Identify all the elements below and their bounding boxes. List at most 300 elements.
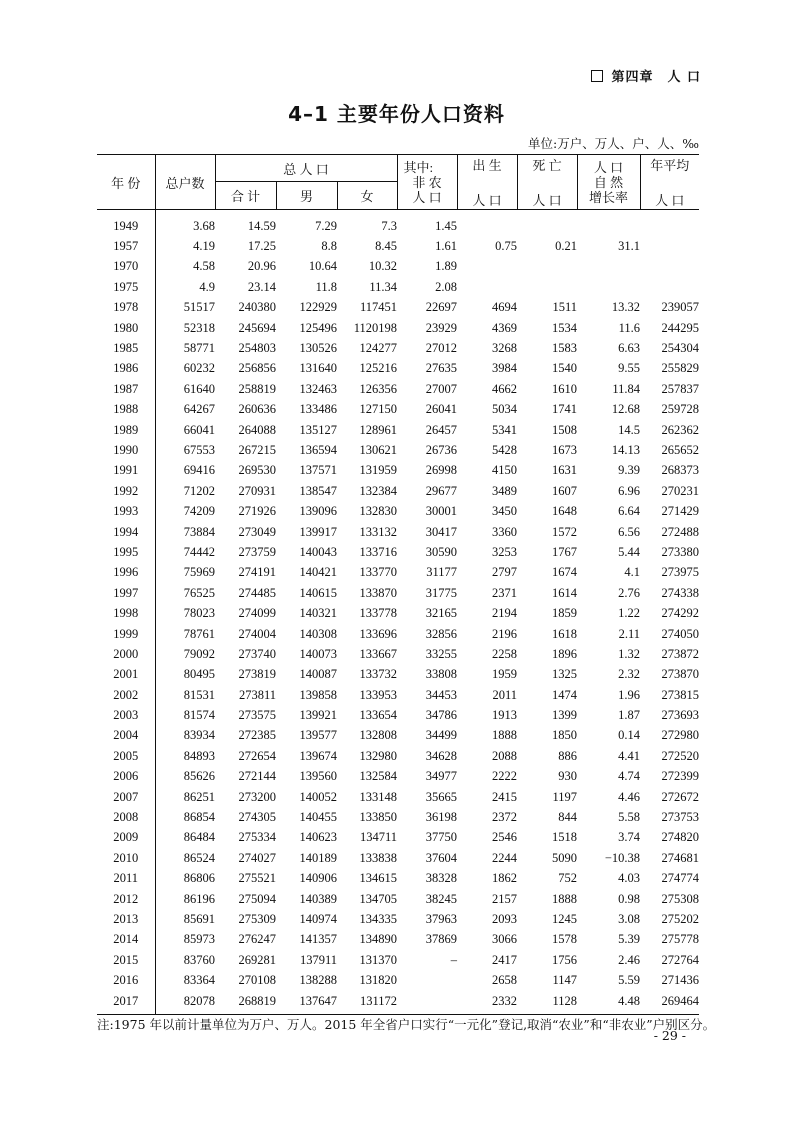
table-cell: 131640 bbox=[299, 361, 337, 376]
table-cell: 6.63 bbox=[618, 341, 640, 356]
table-cell: 3489 bbox=[492, 483, 517, 498]
table-cell: 259728 bbox=[661, 402, 699, 417]
table-cell: 273975 bbox=[661, 565, 699, 580]
table-cell: 86524 bbox=[155, 848, 215, 868]
table-cell: 84893 bbox=[155, 746, 215, 766]
table-cell: 273693 bbox=[661, 708, 699, 723]
row-year: 2017 bbox=[97, 991, 155, 1015]
row-year: 1992 bbox=[113, 483, 139, 498]
table-cell: 752 bbox=[558, 871, 577, 886]
table-cell: 240380 bbox=[238, 300, 276, 315]
header-death bbox=[517, 155, 577, 210]
table-cell: 1197 bbox=[552, 789, 577, 804]
table-cell: 268819 bbox=[215, 991, 276, 1015]
table-cell: 0.14 bbox=[618, 728, 640, 743]
table-cell: 1648 bbox=[552, 504, 577, 519]
table-cell: 274004 bbox=[238, 626, 276, 641]
page-number: - 29 - bbox=[653, 1028, 686, 1043]
table-cell: 274681 bbox=[661, 850, 699, 865]
table-cell: 30590 bbox=[425, 544, 457, 559]
table-cell: 273870 bbox=[661, 667, 699, 682]
table-cell: 10.32 bbox=[368, 259, 397, 274]
table-cell: 140189 bbox=[299, 850, 337, 865]
footnote: 注:1975 年以前计量单位为万户、万人。2015 年全省户口实行“一元化”登记,取消“农业”和“非农业”户别区分。 bbox=[97, 1017, 716, 1032]
table-cell: 26998 bbox=[425, 463, 457, 478]
table-cell: 30001 bbox=[425, 504, 457, 519]
table-cell: 137911 bbox=[299, 952, 337, 967]
table-cell: 273811 bbox=[238, 687, 276, 702]
table-cell: 2371 bbox=[492, 585, 517, 600]
table-cell: 1583 bbox=[552, 341, 577, 356]
table-cell: 85691 bbox=[155, 909, 215, 929]
table-cell: 34786 bbox=[425, 708, 457, 723]
table-cell: 275334 bbox=[238, 830, 276, 845]
table-cell: 131820 bbox=[359, 973, 397, 988]
table-cell: 3.74 bbox=[618, 830, 640, 845]
table-cell: 61640 bbox=[155, 379, 215, 399]
table-cell: 11.8 bbox=[315, 279, 337, 294]
table-cell: 1399 bbox=[552, 708, 577, 723]
table-cell: 269281 bbox=[238, 952, 276, 967]
table-cell: 269530 bbox=[238, 463, 276, 478]
table-cell: 138288 bbox=[299, 973, 337, 988]
table-cell: 2194 bbox=[492, 606, 517, 621]
page-title: 4–1 主要年份人口资料 bbox=[288, 102, 505, 126]
table-cell: 132808 bbox=[359, 728, 397, 743]
table-row bbox=[97, 277, 699, 297]
table-cell: 3268 bbox=[492, 341, 517, 356]
table-cell: 140389 bbox=[299, 891, 337, 906]
table-cell: 133770 bbox=[359, 565, 397, 580]
table-row bbox=[97, 889, 699, 909]
table-cell: 130526 bbox=[299, 341, 337, 356]
table-cell: 34977 bbox=[425, 769, 457, 784]
table-cell: 117451 bbox=[359, 300, 397, 315]
table-cell: 139560 bbox=[299, 769, 337, 784]
table-cell: 274099 bbox=[238, 606, 276, 621]
table-cell: 17.25 bbox=[247, 239, 276, 254]
table-cell: 79092 bbox=[155, 644, 215, 664]
table-cell: 140308 bbox=[299, 626, 337, 641]
table-cell: 14.13 bbox=[611, 442, 640, 457]
table-cell: 271436 bbox=[661, 973, 699, 988]
table-row bbox=[97, 705, 699, 725]
table-row bbox=[97, 318, 699, 338]
table-cell: 4.48 bbox=[577, 991, 640, 1015]
table-cell: 3.68 bbox=[155, 210, 215, 237]
table-cell: 4662 bbox=[492, 381, 517, 396]
table-cell: 273753 bbox=[661, 810, 699, 825]
table-cell: 31.1 bbox=[618, 239, 640, 254]
table-cell: 273049 bbox=[238, 524, 276, 539]
table-cell: 133132 bbox=[359, 524, 397, 539]
table-cell: 1.96 bbox=[618, 687, 640, 702]
table-cell: 133654 bbox=[359, 708, 397, 723]
table-cell: 13.32 bbox=[611, 300, 640, 315]
table-cell bbox=[397, 970, 457, 990]
table-row bbox=[97, 930, 699, 950]
table-cell: 2011 bbox=[492, 687, 517, 702]
table-cell: 1913 bbox=[492, 708, 517, 723]
table-cell: 2.76 bbox=[618, 585, 640, 600]
table-cell: 273575 bbox=[238, 708, 276, 723]
table-row bbox=[97, 257, 699, 277]
table-cell: 128961 bbox=[359, 422, 397, 437]
table-row bbox=[97, 583, 699, 603]
table-cell: 83934 bbox=[155, 726, 215, 746]
table-cell: 64267 bbox=[155, 400, 215, 420]
table-cell: 264088 bbox=[238, 422, 276, 437]
table-cell: 12.68 bbox=[611, 402, 640, 417]
table-cell: 76525 bbox=[155, 583, 215, 603]
row-year: 2011 bbox=[113, 871, 139, 886]
table-cell bbox=[640, 236, 699, 256]
table-cell: 272672 bbox=[661, 789, 699, 804]
table-cell: 27635 bbox=[425, 361, 457, 376]
table-cell: 1888 bbox=[552, 891, 577, 906]
table-cell: 140974 bbox=[299, 911, 337, 926]
table-cell: 272144 bbox=[238, 769, 276, 784]
row-year: 2013 bbox=[113, 911, 139, 926]
table-cell: 267215 bbox=[238, 442, 276, 457]
table-cell: 2372 bbox=[492, 810, 517, 825]
table-cell: 1888 bbox=[492, 728, 517, 743]
table-cell bbox=[640, 277, 699, 297]
table-cell: 256856 bbox=[238, 361, 276, 376]
table-cell: 133850 bbox=[359, 810, 397, 825]
table-cell: 2222 bbox=[492, 769, 517, 784]
table-cell: 86251 bbox=[155, 787, 215, 807]
table-cell: 257837 bbox=[661, 381, 699, 396]
table-cell: 14.5 bbox=[618, 422, 640, 437]
table-cell: 139577 bbox=[299, 728, 337, 743]
table-cell: 74209 bbox=[155, 501, 215, 521]
table-row bbox=[97, 807, 699, 827]
table-cell: 37869 bbox=[425, 932, 457, 947]
table-cell: 268373 bbox=[661, 463, 699, 478]
table-cell: 274292 bbox=[661, 606, 699, 621]
table-cell: 3.08 bbox=[618, 911, 640, 926]
table-cell: 30417 bbox=[425, 524, 457, 539]
table-cell: 1.22 bbox=[618, 606, 640, 621]
table-cell: 11.84 bbox=[612, 381, 640, 396]
table-cell: 254803 bbox=[238, 341, 276, 356]
table-cell: 133870 bbox=[359, 585, 397, 600]
table-cell: 1.89 bbox=[435, 259, 457, 274]
table-cell bbox=[577, 257, 640, 277]
table-cell: 1578 bbox=[552, 932, 577, 947]
table-cell: 52318 bbox=[155, 318, 215, 338]
header-male: 男 bbox=[276, 182, 337, 210]
table-cell: 272980 bbox=[661, 728, 699, 743]
table-cell bbox=[640, 210, 699, 237]
table-cell: 133667 bbox=[359, 646, 397, 661]
table-cell: 37963 bbox=[425, 911, 457, 926]
table-cell: 270108 bbox=[238, 973, 276, 988]
table-cell: 37604 bbox=[425, 850, 457, 865]
table-row bbox=[97, 848, 699, 868]
table-cell: 139921 bbox=[299, 708, 337, 723]
table-cell: 254304 bbox=[661, 341, 699, 356]
table-cell: 37750 bbox=[425, 830, 457, 845]
table-cell: 273380 bbox=[661, 544, 699, 559]
table-cell: 273200 bbox=[238, 789, 276, 804]
table-cell: 75969 bbox=[155, 563, 215, 583]
row-year: 1978 bbox=[113, 300, 139, 315]
table-cell: 86196 bbox=[155, 889, 215, 909]
table-cell: 20.96 bbox=[247, 259, 276, 274]
row-year: 1975 bbox=[113, 279, 139, 294]
table-cell: 10.64 bbox=[308, 259, 337, 274]
table-cell: 272488 bbox=[661, 524, 699, 539]
table-cell: 274305 bbox=[238, 810, 276, 825]
table-cell: 1862 bbox=[492, 871, 517, 886]
table-cell bbox=[517, 277, 577, 297]
row-year: 2016 bbox=[113, 973, 139, 988]
table-cell: 5034 bbox=[492, 402, 517, 417]
table-cell: 1767 bbox=[552, 544, 577, 559]
table-cell bbox=[457, 277, 517, 297]
table-cell: 272764 bbox=[661, 952, 699, 967]
table-cell: 133778 bbox=[359, 606, 397, 621]
unit-label: 单位:万户、万人、户、人、‰ bbox=[528, 136, 699, 151]
table-cell: 134711 bbox=[359, 830, 397, 845]
table-cell: 133732 bbox=[359, 667, 397, 682]
table-cell: 2.46 bbox=[618, 952, 640, 967]
table-cell: 29677 bbox=[425, 483, 457, 498]
table-row bbox=[97, 359, 699, 379]
table-row bbox=[97, 522, 699, 542]
table-cell: 140052 bbox=[299, 789, 337, 804]
table-row bbox=[97, 665, 699, 685]
table-cell: 139674 bbox=[299, 748, 337, 763]
table-cell: 886 bbox=[558, 748, 577, 763]
table-cell: 35665 bbox=[425, 789, 457, 804]
table-cell: 134335 bbox=[359, 911, 397, 926]
row-year: 1991 bbox=[113, 463, 139, 478]
table-cell: 6.96 bbox=[618, 483, 640, 498]
table-cell: 11.6 bbox=[618, 320, 640, 335]
table-cell: 1.32 bbox=[618, 646, 640, 661]
table-cell bbox=[577, 210, 640, 237]
table-cell: 275094 bbox=[238, 891, 276, 906]
row-year: 1987 bbox=[113, 381, 139, 396]
table-cell: 1518 bbox=[552, 830, 577, 845]
table-cell: 271429 bbox=[661, 504, 699, 519]
row-year: 2000 bbox=[113, 646, 139, 661]
table-row bbox=[97, 644, 699, 664]
table-cell: 5090 bbox=[552, 850, 577, 865]
row-year: 1998 bbox=[113, 606, 139, 621]
chapter-label: 第四章 人 口 bbox=[611, 70, 701, 85]
table-cell: 83364 bbox=[155, 970, 215, 990]
table-cell: 136594 bbox=[299, 442, 337, 457]
table-cell: 133486 bbox=[299, 402, 337, 417]
row-year: 1970 bbox=[113, 259, 139, 274]
table-cell: 2093 bbox=[492, 911, 517, 926]
table-cell: 4.46 bbox=[618, 789, 640, 804]
table-cell: 134615 bbox=[359, 871, 397, 886]
table-cell: 125496 bbox=[299, 320, 337, 335]
table-cell: 271926 bbox=[238, 504, 276, 519]
table-cell: 2.32 bbox=[618, 667, 640, 682]
row-year: 2009 bbox=[113, 830, 139, 845]
row-year: 1993 bbox=[113, 504, 139, 519]
table-cell: 66041 bbox=[155, 420, 215, 440]
table-cell: 26041 bbox=[425, 402, 457, 417]
header-nonagri-line1: 其中: bbox=[403, 159, 434, 175]
table-cell: 131172 bbox=[337, 991, 397, 1015]
row-year: 1980 bbox=[113, 320, 139, 335]
table-cell: – bbox=[450, 952, 457, 967]
table-cell: 1325 bbox=[552, 667, 577, 682]
row-year: 1986 bbox=[113, 361, 139, 376]
table-cell: 131959 bbox=[359, 463, 397, 478]
table-row bbox=[97, 481, 699, 501]
table-cell: 1.87 bbox=[618, 708, 640, 723]
table-cell: 1614 bbox=[552, 585, 577, 600]
table-cell: 133838 bbox=[359, 850, 397, 865]
table-cell: 27012 bbox=[425, 341, 457, 356]
table-cell: 31775 bbox=[425, 585, 457, 600]
table-cell: 81574 bbox=[155, 705, 215, 725]
table-cell: 131370 bbox=[359, 952, 397, 967]
table-cell: 2258 bbox=[492, 646, 517, 661]
table-cell: 133148 bbox=[359, 789, 397, 804]
table-cell: 60232 bbox=[155, 359, 215, 379]
table-cell: 140321 bbox=[299, 606, 337, 621]
table-cell: 1572 bbox=[552, 524, 577, 539]
table-cell: 140615 bbox=[299, 585, 337, 600]
table-cell: 1120198 bbox=[353, 320, 397, 335]
row-year: 1997 bbox=[113, 585, 139, 600]
table-cell: 36198 bbox=[425, 810, 457, 825]
table-cell: 8.8 bbox=[321, 239, 337, 254]
header-year: 年 份 bbox=[97, 155, 155, 210]
table-cell: 930 bbox=[558, 769, 577, 784]
table-cell: 273740 bbox=[238, 646, 276, 661]
table-cell: 86854 bbox=[155, 807, 215, 827]
header-total-population: 总 人 口 bbox=[215, 155, 397, 182]
table-row bbox=[97, 420, 699, 440]
table-cell: 5.39 bbox=[618, 932, 640, 947]
table-cell: 9.55 bbox=[618, 361, 640, 376]
table-cell: 6.56 bbox=[618, 524, 640, 539]
table-cell: 135127 bbox=[299, 422, 337, 437]
row-year: 2014 bbox=[113, 932, 139, 947]
table-cell: 0.21 bbox=[555, 239, 577, 254]
table-cell: 1756 bbox=[552, 952, 577, 967]
table-cell: 140073 bbox=[299, 646, 337, 661]
table-row bbox=[97, 828, 699, 848]
table-row bbox=[97, 726, 699, 746]
table-cell: 3450 bbox=[492, 504, 517, 519]
table-cell: 1.61 bbox=[435, 239, 457, 254]
table-cell: 239057 bbox=[661, 300, 699, 315]
table-cell: 5341 bbox=[492, 422, 517, 437]
table-cell: 141357 bbox=[299, 932, 337, 947]
table-cell: 85973 bbox=[155, 930, 215, 950]
table-cell: 133716 bbox=[359, 544, 397, 559]
table-cell: 5.59 bbox=[618, 973, 640, 988]
table-cell bbox=[457, 257, 517, 277]
table-cell: 244295 bbox=[661, 320, 699, 335]
table-cell: 26736 bbox=[425, 442, 457, 457]
table-cell: 132584 bbox=[359, 769, 397, 784]
header-birth-line1: 出 生 bbox=[472, 158, 502, 173]
table-cell: 83760 bbox=[155, 950, 215, 970]
table-cell: 1147 bbox=[552, 973, 577, 988]
table-cell: 2244 bbox=[492, 850, 517, 865]
table-cell: 273819 bbox=[238, 667, 276, 682]
table-cell bbox=[640, 257, 699, 277]
table-cell: 140421 bbox=[299, 565, 337, 580]
table-cell: 27007 bbox=[425, 381, 457, 396]
table-cell: 51517 bbox=[155, 298, 215, 318]
table-cell: 3360 bbox=[492, 524, 517, 539]
table-cell: 14.59 bbox=[247, 218, 276, 233]
table-cell: 38328 bbox=[425, 871, 457, 886]
table-cell: 4.74 bbox=[618, 769, 640, 784]
table-row bbox=[97, 542, 699, 562]
table-cell: 255829 bbox=[661, 361, 699, 376]
table-cell: 2157 bbox=[492, 891, 517, 906]
table-cell: 78761 bbox=[155, 624, 215, 644]
table-cell: 258819 bbox=[238, 381, 276, 396]
table-cell: 1.45 bbox=[435, 218, 457, 233]
table-cell: 34453 bbox=[425, 687, 457, 702]
table-cell: 2546 bbox=[492, 830, 517, 845]
row-year: 2012 bbox=[113, 891, 139, 906]
table-cell: 272654 bbox=[238, 748, 276, 763]
table-cell: 2196 bbox=[492, 626, 517, 641]
table-cell: 274050 bbox=[661, 626, 699, 641]
table-cell: 1618 bbox=[552, 626, 577, 641]
table-cell: 274774 bbox=[661, 871, 699, 886]
table-cell: 23.14 bbox=[247, 279, 276, 294]
table-cell: 34628 bbox=[425, 748, 457, 763]
square-icon bbox=[591, 70, 603, 82]
row-year: 1985 bbox=[113, 341, 139, 356]
table-row bbox=[97, 338, 699, 358]
table-cell: 86484 bbox=[155, 828, 215, 848]
table-cell: 4.19 bbox=[155, 236, 215, 256]
table-cell: 274338 bbox=[661, 585, 699, 600]
table-cell: 1128 bbox=[517, 991, 577, 1015]
table-cell: 1474 bbox=[552, 687, 577, 702]
table-cell: 1850 bbox=[552, 728, 577, 743]
table-cell: 26457 bbox=[425, 422, 457, 437]
table-cell: 139917 bbox=[299, 524, 337, 539]
table-cell: 5.58 bbox=[618, 810, 640, 825]
table-cell: 272385 bbox=[238, 728, 276, 743]
table-cell: 275778 bbox=[661, 932, 699, 947]
table-cell: 2.11 bbox=[618, 626, 640, 641]
table-cell: 276247 bbox=[238, 932, 276, 947]
table-cell bbox=[517, 257, 577, 277]
table-cell: 2417 bbox=[492, 952, 517, 967]
table-cell: 74442 bbox=[155, 542, 215, 562]
table-cell: 3253 bbox=[492, 544, 517, 559]
table-cell: 140043 bbox=[299, 544, 337, 559]
table-cell: 1610 bbox=[552, 381, 577, 396]
table-cell: 4.1 bbox=[624, 565, 640, 580]
table-cell: 5428 bbox=[492, 442, 517, 457]
table-cell: 274820 bbox=[661, 830, 699, 845]
table-cell: 133696 bbox=[359, 626, 397, 641]
table-cell: 139096 bbox=[299, 504, 337, 519]
table-cell: 4150 bbox=[492, 463, 517, 478]
